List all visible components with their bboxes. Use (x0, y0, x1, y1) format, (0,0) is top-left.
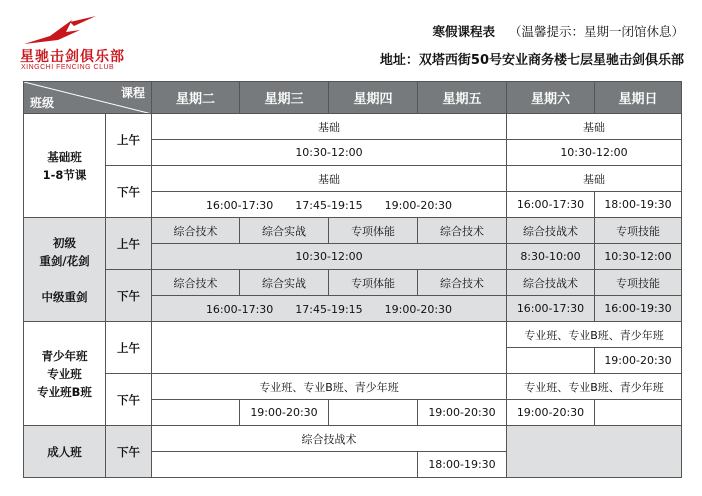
class-name: 初级 (53, 235, 76, 250)
time-cell: 10:30-12:00 (152, 140, 507, 166)
youth-pm-course-row (24, 374, 682, 400)
empty-cell (595, 400, 682, 426)
adult-course-row (24, 426, 682, 452)
course-cell: 综合技术 (152, 218, 240, 244)
class-name-2: 中级重剑 (41, 289, 88, 304)
day-header-wed: 星期三 (240, 82, 329, 114)
time-cell: 16:00-17:30 (507, 192, 595, 218)
period-am: 上午 (106, 218, 152, 270)
mid-am-course-row (24, 218, 682, 244)
class-name-3: 专业班B班 (37, 384, 92, 399)
empty-cell (507, 426, 682, 478)
period-pm: 下午 (106, 374, 152, 426)
course-cell: 基础 (152, 114, 507, 140)
period-pm: 下午 (106, 270, 152, 322)
page-title: 寒假课程表 (432, 24, 495, 39)
course-cell: 综合实战 (240, 218, 329, 244)
day-header-thu: 星期四 (329, 82, 418, 114)
time-cell: 10:30-12:00 (507, 140, 682, 166)
title-line (432, 22, 684, 40)
schedule-table (23, 81, 682, 478)
time-cell: 10:30-12:00 (595, 244, 682, 270)
course-cell: 综合技战术 (507, 270, 595, 296)
day-header-sat: 星期六 (507, 82, 595, 114)
corner-class-label: 班级 (30, 96, 55, 110)
course-cell: 基础 (507, 166, 682, 192)
course-cell: 综合技术 (418, 270, 507, 296)
basic-class-cell (24, 114, 106, 218)
time-cell: 18:00-19:30 (595, 192, 682, 218)
class-name: 青少年班 (41, 348, 88, 363)
header-corner (24, 82, 152, 114)
brand-name: 星驰击剑俱乐部 (20, 48, 125, 64)
time-cell: 16:00-17:30 17:45-19:15 19:00-20:30 (152, 296, 507, 322)
empty-cell (152, 322, 507, 374)
period-am: 上午 (106, 114, 152, 166)
course-cell: 专业班、专业B班、青少年班 (152, 374, 507, 400)
class-weapon: 重剑/花剑 (39, 253, 90, 268)
fencer-logo-icon (20, 14, 100, 48)
course-cell: 基础 (152, 166, 507, 192)
day-header-sun: 星期日 (595, 82, 682, 114)
empty-cell (152, 452, 418, 478)
day-header-tue: 星期二 (152, 82, 240, 114)
course-cell: 专业班、专业B班、青少年班 (507, 374, 682, 400)
course-cell: 基础 (507, 114, 682, 140)
course-cell: 综合实战 (240, 270, 329, 296)
club-logo (20, 14, 140, 70)
course-cell: 综合技战术 (507, 218, 595, 244)
mid-pm-course-row (24, 270, 682, 296)
course-cell: 专业班、专业B班、青少年班 (507, 322, 682, 348)
time-cell: 19:00-20:30 (595, 348, 682, 374)
mid-class-cell (24, 218, 106, 322)
empty-cell (507, 348, 595, 374)
youth-am-course-row (24, 322, 682, 348)
empty-cell (329, 400, 418, 426)
time-cell: 19:00-20:30 (240, 400, 329, 426)
class-name-2: 专业班 (47, 366, 82, 381)
period-pm: 下午 (106, 166, 152, 218)
day-header-fri: 星期五 (418, 82, 507, 114)
closing-notice: （温馨提示：星期一闭馆休息） (508, 24, 684, 39)
course-cell: 综合技术 (152, 270, 240, 296)
brand-name-en: XINGCHI FENCING CLUB (21, 64, 115, 71)
time-cell: 19:00-20:30 (507, 400, 595, 426)
address: 地址：双塔西街50号安业商务楼七层星驰击剑俱乐部 (379, 53, 684, 68)
time-cell: 19:00-20:30 (418, 400, 507, 426)
course-cell: 专项体能 (329, 218, 418, 244)
course-cell: 专项技能 (595, 270, 682, 296)
class-name: 基础班 (47, 149, 82, 164)
time-cell: 10:30-12:00 (152, 244, 507, 270)
basic-am-course-row (24, 114, 682, 140)
course-cell: 综合技战术 (152, 426, 507, 452)
empty-cell (152, 400, 240, 426)
period-pm: 下午 (106, 426, 152, 478)
time-cell: 8:30-10:00 (507, 244, 595, 270)
youth-class-cell (24, 322, 106, 426)
header-row (24, 82, 682, 114)
time-cell: 16:00-17:30 17:45-19:15 19:00-20:30 (152, 192, 507, 218)
time-cell: 18:00-19:30 (418, 452, 507, 478)
period-am: 上午 (106, 322, 152, 374)
course-cell: 专项技能 (595, 218, 682, 244)
class-lessons: 1-8节课 (42, 167, 87, 182)
corner-course-label: 课程 (120, 86, 145, 100)
course-cell: 综合技术 (418, 218, 507, 244)
time-cell: 16:00-19:30 (595, 296, 682, 322)
time-cell: 16:00-17:30 (507, 296, 595, 322)
adult-class-cell: 成人班 (24, 426, 106, 478)
course-cell: 专项体能 (329, 270, 418, 296)
basic-pm-course-row (24, 166, 682, 192)
